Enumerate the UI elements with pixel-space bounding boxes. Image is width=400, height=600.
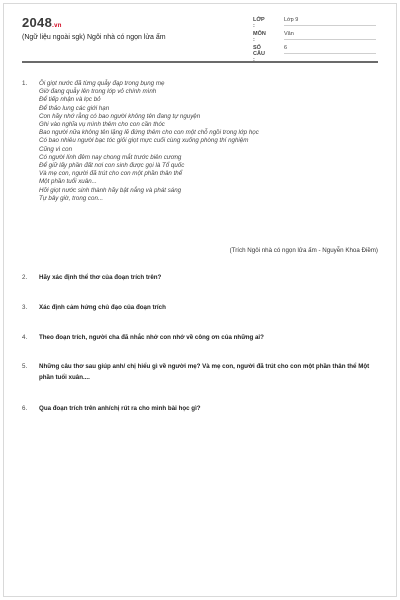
meta-label: SỐ CÂU : — [253, 45, 265, 63]
question-number: 6. — [22, 405, 28, 412]
source-title: (Ngữ liệu ngoài sgk) Ngôi nhà có ngọn lửa ấm — [22, 34, 166, 41]
question-number: 5. — [22, 363, 28, 370]
poem-line: Để giữ lấy phần đất nơi con sinh được gọi là Tổ quốc — [39, 162, 185, 170]
poem-line: Ôi giọt nước đã từng quẫy đạp trong bụng mẹ — [39, 80, 165, 87]
poem-line: Con hãy nhớ rằng có bao người không tên đang tự nguyện — [39, 112, 201, 120]
meta-value: Lớp 9 — [284, 17, 376, 26]
question-text: Theo đoạn trích, người cha đã nhắc nhở con nhớ về công ơn của những ai? — [39, 334, 264, 341]
question-number: 3. — [22, 304, 28, 311]
poem-line: Có người lính đêm nay chong mắt trước biên cương — [39, 153, 182, 161]
poem-passage — [39, 80, 379, 203]
meta-value: Văn — [284, 31, 376, 40]
question-text: Những câu thơ sau giúp anh/ chị hiểu gì về người mẹ? Và mẹ con, người đã trút cho con một phần thân thể Một phần tuổi xuân.... — [39, 363, 370, 381]
meta-value: 6 — [284, 45, 376, 54]
header-divider — [22, 61, 378, 63]
poem-line: Bao người nữa không tên lặng lẽ đứng thêm cho con một chỗ ngồi trong lớp học — [39, 129, 259, 137]
poem-line: Và mẹ con, người đã trút cho con một phần thân thể — [39, 170, 183, 178]
poem-line: Hỡi giọt nước sinh thành hãy bật nắng và phát sáng — [39, 186, 182, 194]
poem-line: Cũng vì con — [39, 145, 73, 153]
question-text: Hãy xác định thể thơ của đoạn trích trên? — [39, 274, 162, 281]
poem-line: Một phần tuổi xuân... — [39, 178, 97, 186]
poem-line: Để tiếp nhận và lọc bỏ — [39, 96, 101, 104]
question-number: 2. — [22, 274, 28, 281]
logo-suffix: .vn — [52, 23, 62, 29]
passage-citation: (Trích Ngôi nhà có ngọn lửa ấm - Nguyễn Khoa Điềm) — [229, 247, 378, 254]
poem-line: Ghi vào nghĩa vụ mình thêm cho con cần thóc — [39, 121, 165, 129]
question-number: 1. — [22, 80, 28, 87]
poem-line: Tự bây giờ, trong con... — [39, 194, 104, 202]
logo-text: 2048 — [22, 15, 53, 30]
question-number: 4. — [22, 334, 28, 341]
question-text: Qua đoạn trích trên anh/chị rút ra cho mình bài học gì? — [39, 405, 201, 412]
poem-line: Có bao nhiêu người bạc tóc giỏi giọt mực cuối cùng xuống phòng thí nghiệm — [39, 137, 249, 145]
poem-line: Để thảo lung các giới hạn — [39, 104, 110, 112]
site-logo[interactable] — [22, 15, 62, 30]
poem-line: Giờ đang quẫy lên trong lớp vỏ chính mình — [39, 88, 157, 96]
meta-label: LỚP : — [253, 17, 265, 29]
meta-label: MÔN : — [253, 31, 266, 43]
question-text: Xác định cảm hứng chủ đạo của đoạn trích — [39, 304, 166, 311]
